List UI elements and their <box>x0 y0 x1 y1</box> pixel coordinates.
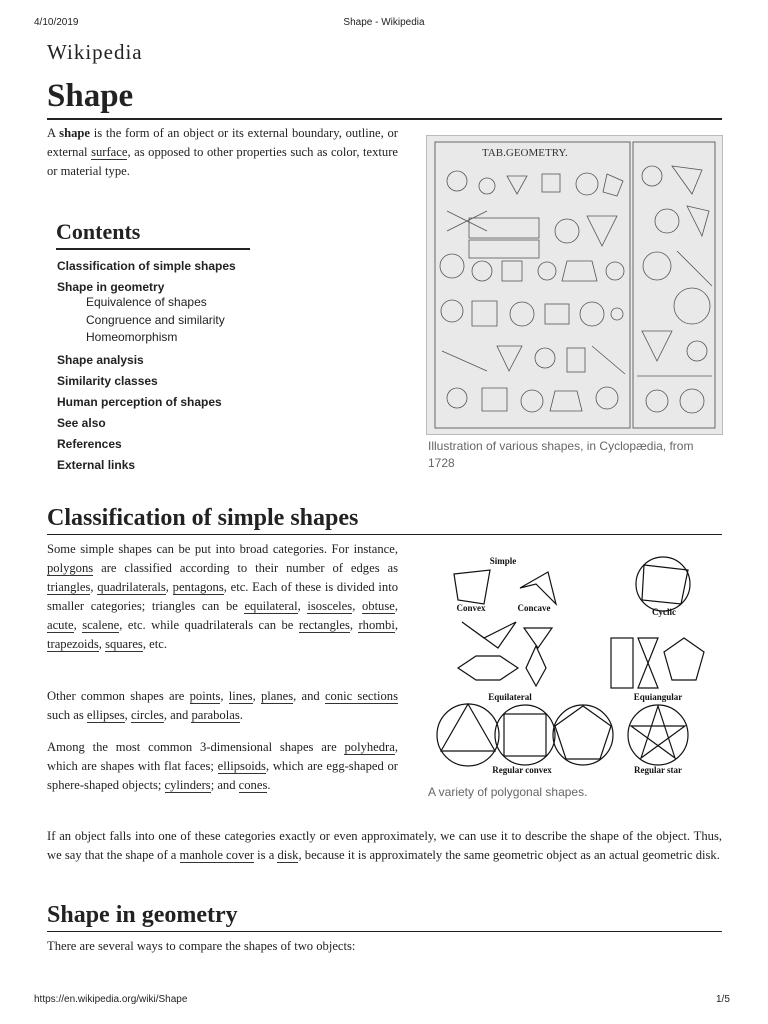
label-regular-star: Regular star <box>633 765 683 775</box>
equiangular-pentagon-shape <box>664 638 704 680</box>
text-run: , <box>124 708 131 722</box>
label-equiangular: Equiangular <box>633 692 683 702</box>
lead-paragraph <box>47 124 398 181</box>
toc-item-references[interactable]: References <box>57 437 122 451</box>
regular-star-circle-shape <box>628 705 688 765</box>
wikipedia-wordmark[interactable]: Wikipedia <box>47 40 143 64</box>
squares-link[interactable]: squares <box>105 637 143 651</box>
acute-link[interactable]: acute <box>47 618 74 632</box>
toc-item-classification-of-simple-shapes[interactable]: Classification of simple shapes <box>57 259 236 273</box>
text-run: , <box>252 689 261 703</box>
surface-link[interactable]: surface <box>91 145 128 159</box>
equilateral-polygon-shape <box>462 622 516 648</box>
toc-item-similarity-classes[interactable]: Similarity classes <box>57 374 158 388</box>
section-heading-geometry: Shape in geometry <box>47 902 238 928</box>
toc-item-congruence-and-similarity[interactable]: Congruence and similarity <box>86 313 225 327</box>
equilateral-triangle-shape <box>524 628 552 648</box>
text-run: , and <box>293 689 325 703</box>
text-run: , <box>90 580 98 594</box>
conic-sections-link[interactable]: conic sections <box>324 689 399 703</box>
print-tab-title: Shape - Wikipedia <box>343 17 425 28</box>
title-divider <box>47 118 722 120</box>
text-run: , etc. <box>142 637 167 651</box>
classification-paragraph-1 <box>47 540 398 654</box>
manhole-cover-link[interactable]: manhole cover <box>179 848 255 862</box>
concave-quadrilateral-shape <box>520 572 556 604</box>
convex-quadrilateral-shape <box>454 570 490 604</box>
toc-item-homeomorphism[interactable]: Homeomorphism <box>86 330 178 344</box>
regular-triangle-circle-shape <box>437 704 499 766</box>
plate-label: TAB.GEOMETRY. <box>482 147 568 159</box>
toc-heading: Contents <box>56 219 141 244</box>
text-run: Some simple shapes can be put into broad categories. For instance, <box>47 542 398 556</box>
text-run: A <box>47 126 60 140</box>
geometry-plate-drawing <box>427 136 722 434</box>
toc-item-shape-in-geometry[interactable]: Shape in geometry <box>57 280 165 294</box>
circles-link[interactable]: circles <box>130 708 164 722</box>
disk-link[interactable]: disk <box>277 848 299 862</box>
text-run: , <box>98 637 106 651</box>
text-run: , <box>220 689 229 703</box>
label-convex: Convex <box>456 603 486 613</box>
trapezoids-link[interactable]: trapezoids <box>47 637 99 651</box>
text-run: such as <box>47 708 87 722</box>
toc-item-human-perception-of-shapes[interactable]: Human perception of shapes <box>57 395 222 409</box>
label-simple: Simple <box>489 556 517 566</box>
label-cyclic: Cyclic <box>652 607 676 617</box>
text-run: . <box>239 708 243 722</box>
text-run: , <box>297 599 308 613</box>
bold-term: shape <box>59 126 90 140</box>
text-run: , etc. while quadrilaterals can be <box>119 618 299 632</box>
isosceles-link[interactable]: isosceles <box>307 599 353 613</box>
polygon-varieties-figure[interactable] <box>426 548 722 784</box>
text-run: , <box>165 580 173 594</box>
equilateral-rhombus-shape <box>526 646 546 686</box>
classification-paragraph-2 <box>47 687 398 725</box>
toc-divider <box>56 248 250 250</box>
text-run: , <box>352 599 362 613</box>
text-run: , which are egg-shaped or sphere-shaped objects; <box>47 759 399 792</box>
label-concave: Concave <box>517 603 551 613</box>
text-run: are classified according to their number of edges as <box>93 561 398 575</box>
text-run: is the form of an object or its external boundary, outline, or external <box>47 126 398 159</box>
polyhedra-link[interactable]: polyhedra <box>344 740 395 754</box>
text-run: , <box>349 618 359 632</box>
text-run: If an object falls into one of these categories exactly or even approximately, we can use it to describe the shape of the object. Thus, we say that the shape of a <box>47 829 722 862</box>
figure1-caption: Illustration of various shapes, in Cyclopædia, from 1728 <box>428 439 694 470</box>
cyclic-quadrilateral-shape <box>642 565 688 604</box>
text-run: , <box>394 618 399 632</box>
scalene-link[interactable]: scalene <box>82 618 120 632</box>
toc-item-see-also[interactable]: See also <box>57 416 106 430</box>
classification-paragraph-4 <box>47 827 722 865</box>
polygons-link[interactable]: polygons <box>47 561 94 575</box>
obtuse-link[interactable]: obtuse <box>361 599 395 613</box>
cones-link[interactable]: cones <box>238 778 268 792</box>
text-run: , because it is approximately the same geometric object as an actual geometric disk. <box>298 848 720 862</box>
text-run: . <box>267 778 271 792</box>
toc-item-shape-analysis[interactable]: Shape analysis <box>57 353 144 367</box>
print-date: 4/10/2019 <box>34 17 79 28</box>
ellipsoids-link[interactable]: ellipsoids <box>217 759 266 773</box>
text-run: , etc. Each of these is divided into smaller categories; triangles can be <box>47 580 399 613</box>
planes-link[interactable]: planes <box>260 689 294 703</box>
regular-pentagon-circle-shape <box>553 705 613 765</box>
cylinders-link[interactable]: cylinders <box>164 778 211 792</box>
equiangular-hourglass-shape <box>638 638 658 688</box>
pentagons-link[interactable]: pentagons <box>172 580 224 594</box>
text-run: , as opposed to other properties such as color, texture or material type. <box>47 145 398 178</box>
print-url: https://en.wikipedia.org/wiki/Shape <box>34 994 188 1005</box>
toc-item-equivalence-of-shapes[interactable]: Equivalence of shapes <box>86 295 207 309</box>
text-run: , <box>73 618 83 632</box>
quadrilaterals-link[interactable]: quadrilaterals <box>97 580 166 594</box>
regular-star-shape <box>631 706 685 758</box>
regular-pentagon-shape <box>555 706 611 759</box>
polygon-varieties-drawing <box>426 548 722 784</box>
text-run: ; and <box>210 778 239 792</box>
equiangular-rectangle-shape <box>611 638 633 688</box>
section-divider <box>47 931 722 932</box>
toc-item-external-links[interactable]: External links <box>57 458 136 472</box>
parabolas-link[interactable]: parabolas <box>191 708 240 722</box>
table-of-contents <box>56 219 250 250</box>
text-run: , which are shapes with flat faces; <box>47 740 398 773</box>
label-equilateral: Equilateral <box>488 692 532 702</box>
label-regular-convex: Regular convex <box>492 765 552 775</box>
regular-square-shape <box>504 714 546 756</box>
rectangles-link[interactable]: rectangles <box>298 618 350 632</box>
classification-paragraph-3 <box>47 738 398 795</box>
ellipses-link[interactable]: ellipses <box>86 708 125 722</box>
page-title: Shape <box>47 78 134 114</box>
print-page-number: 1/5 <box>716 994 730 1005</box>
text-run: Other common shapes are <box>47 689 190 703</box>
cyclopaedia-geometry-plate[interactable] <box>426 135 723 435</box>
geometry-intro: There are several ways to compare the shapes of two objects: <box>47 939 356 953</box>
equilateral-link[interactable]: equilateral <box>244 599 298 613</box>
text-run: is a <box>254 848 278 862</box>
equilateral-hexagon-shape <box>458 656 518 680</box>
section-heading-classification: Classification of simple shapes <box>47 505 359 531</box>
figure2-caption: A variety of polygonal shapes. <box>428 785 588 799</box>
text-run: , and <box>163 708 192 722</box>
text-run: , <box>394 599 399 613</box>
section-divider <box>47 534 722 535</box>
text-run: Among the most common 3-dimensional shapes are <box>47 740 345 754</box>
triangles-link[interactable]: triangles <box>47 580 91 594</box>
lines-link[interactable]: lines <box>228 689 253 703</box>
points-link[interactable]: points <box>189 689 221 703</box>
rhombi-link[interactable]: rhombi <box>358 618 395 632</box>
